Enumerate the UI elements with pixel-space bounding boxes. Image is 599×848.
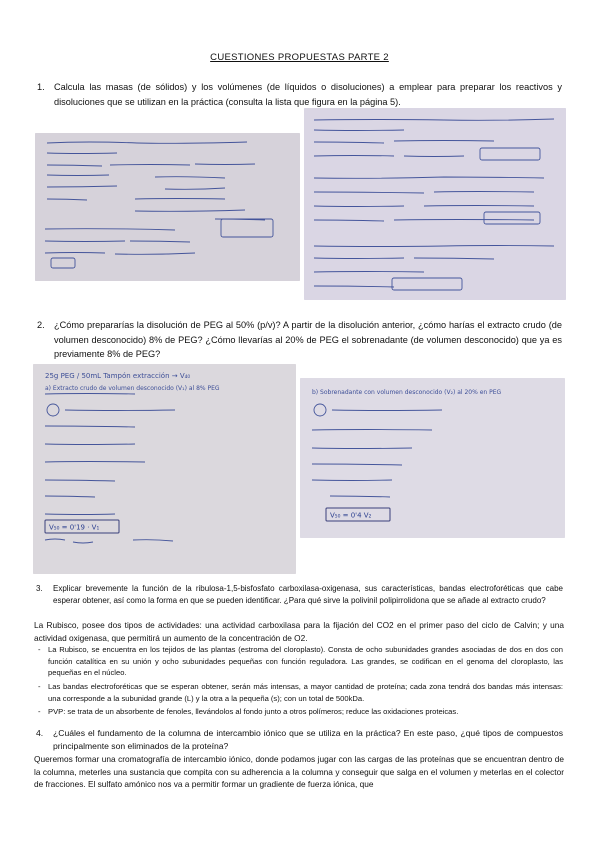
handwritten-photo-q1-right <box>304 108 566 300</box>
answer-bullet: - PVP: se trata de un absorbente de fenoles, llevándolos al fondo junto a otros polímeros; reduce las oxidaciones proteicas. <box>38 707 459 716</box>
handwritten-photo-q2-right <box>300 378 565 538</box>
handwritten-notes-image <box>33 364 296 574</box>
handwritten-subheading: b) Sobrenadante con volumen desconocido (V₂) al 20% en PEG <box>312 389 502 396</box>
question-2 <box>37 318 562 362</box>
question-text: ¿Cuáles el fundamento de la columna de intercambio iónico que se utiliza en la práctica? En este paso, ¿qué tipos de compuestos principalmente son eliminados de la proteína? <box>53 728 563 751</box>
answer-bullet: - La Rubisco, se encuentra en los tejidos de las plantas (estroma del cloroplasto). Consta de ocho subunidades grandes asociadas de dos en dos con función catalítica en su unión y ocho subunidades pequeñas con función reguladora. Las grandes, se codifican en el genoma del cloroplasto, las pequeñas en el núcleo. <box>38 645 563 678</box>
handwritten-photo-q1-left <box>35 133 300 281</box>
bullet-text: La Rubisco, se encuentra en los tejidos de las plantas (estroma del cloroplasto). Consta de ocho subunidades grandes asociadas de dos en dos con función catalítica en su unión y ocho subunidades pequeñas con función reguladora. Las grandes, se codifican en el genoma del cloroplasto, las pequeñas en el núcleo. <box>48 645 563 678</box>
question-text: Explicar brevemente la función de la ribulosa-1,5-bisfosfato carboxilasa-oxigenasa, sus características, bandas electroforéticas que cabe esperar obtener, así como la forma en que se pueden identificar. ¿Para qué sirve la polivinil polipirrolidona que se añade al extracto crudo? <box>53 584 563 606</box>
question-number: 1. <box>37 82 45 92</box>
question-text: Calcula las masas (de sólidos) y los volúmenes (de líquidos o disoluciones) a emplear para preparar los reactivos y disoluciones que se utilizan en la práctica (consulta la lista que figura en la página 5). <box>54 82 562 107</box>
handwritten-notes-image <box>35 133 300 281</box>
question-number: 4. <box>36 728 44 738</box>
handwritten-notes-image <box>300 378 565 538</box>
handwritten-notes-image <box>304 108 566 300</box>
question-text: ¿Cómo prepararías la disolución de PEG al 50% (p/v)? A partir de la disolución anterior, ¿cómo harías el extracto crudo (de volumen desconocido) 8% de PEG? ¿Cómo llevarías al 20% de PEG el sobrenadante (de volumen desconocido) que ya es previamente 8% de PEG? <box>54 320 562 359</box>
question-number: 2. <box>37 320 45 330</box>
question-1 <box>37 80 562 109</box>
handwritten-result-box: V₅₀ = 0'19 · V₁ <box>49 523 100 532</box>
answer-paragraph: Queremos formar una cromatografía de intercambio iónico, donde podamos jugar con las cargas de las proteínas que se encuentran dentro de la columna, meterles una sustancia que compita con su adherencia a la columna y conseguir que salga en el volumen y meterlas en el colector de fracciones. El sulfato amónico nos va a permitir formar un gradiente de fuerza iónica, que <box>34 754 564 790</box>
handwritten-subheading: a) Extracto crudo de volumen desconocido (V₁) al 8% PEG <box>45 385 220 392</box>
handwritten-heading: 25g PEG / 50mL Tampón extracción → V₄₀ <box>45 372 191 380</box>
bullet-text: Las bandas electroforéticas que se esperan obtener, serán más intensas, a mayor cantidad de proteína; cada zona tendrá dos bandas más intensas: una corresponde a la subunidad grande (L) y la otra a la pequeña (s); con un total de 500kDa. <box>48 682 563 703</box>
question-3 <box>36 583 563 608</box>
answer-paragraph: La Rubisco, posee dos tipos de actividades: una actividad carboxilasa para la fijación del CO2 en el primer paso del ciclo de Calvin; y una actividad oxigenasa, que permitirá un aumento de la concentración de O2. <box>34 620 564 643</box>
page-title: CUESTIONES PROPUESTAS PARTE 2 <box>210 52 389 63</box>
question-4 <box>36 727 563 752</box>
answer-bullet: - Las bandas electroforéticas que se esperan obtener, serán más intensas, a mayor cantidad de proteína; cada zona tendrá dos bandas más intensas: una corresponde a la subunidad grande (L) y la otra a la pequeña (s); con un total de 500kDa. <box>38 682 563 703</box>
question-number: 3. <box>36 584 43 593</box>
bullet-text: PVP: se trata de un absorbente de fenoles, llevándolos al fondo junto a otros polímeros; reduce las oxidaciones proteicas. <box>48 707 459 716</box>
handwritten-result-box: V₅₀ = 0'4 V₂ <box>330 511 372 520</box>
handwritten-photo-q2-left <box>33 364 296 574</box>
